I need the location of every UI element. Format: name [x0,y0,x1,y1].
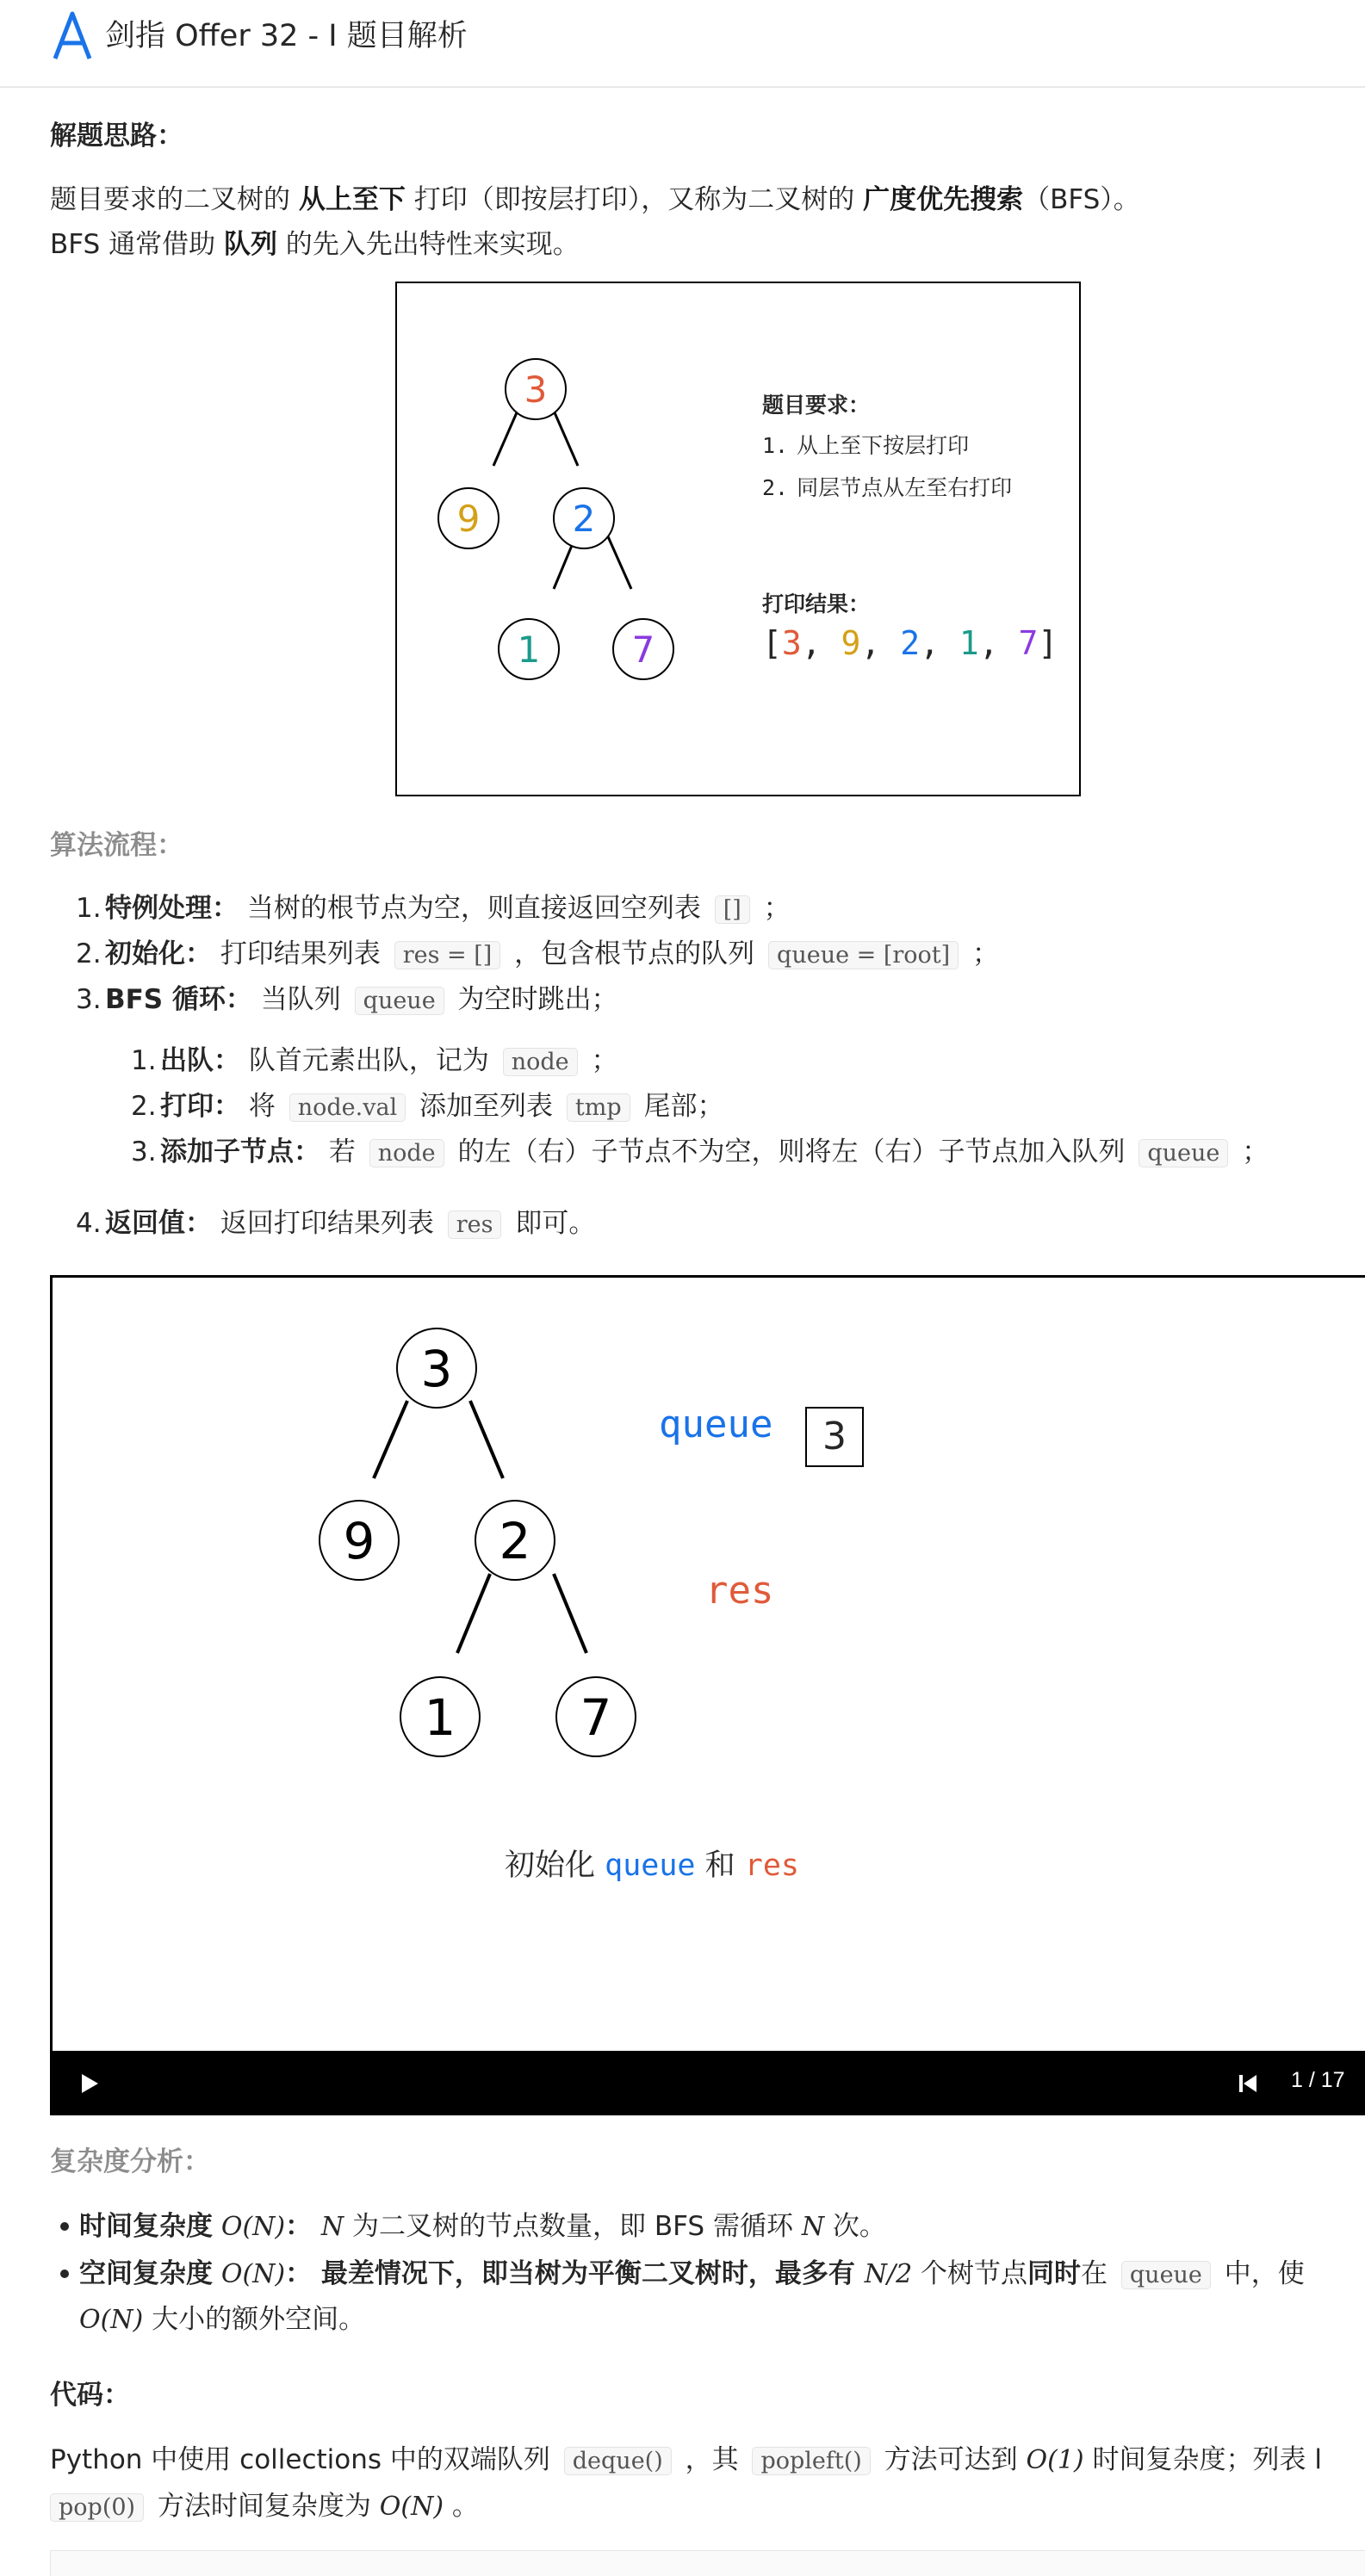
text: 即可。 [506,1208,596,1239]
result-value: 3 [781,624,802,662]
result-value: 7 [1018,624,1039,662]
code-text: res [744,1848,799,1883]
bold-text: ： 最差情况下，即当树为平衡二叉树时，最多有 [285,2258,865,2289]
tree-node-label: 7 [580,1687,612,1747]
text: 添加至列表 [411,1091,562,1122]
text: 个树节点 [912,2258,1028,2289]
text: ； [964,938,1000,969]
bold-text: 时间复杂度 [79,2211,213,2242]
text: ，包含根节点的队列 [506,938,764,969]
list-item [76,932,999,977]
text: 的先入先出特性来实现。 [276,229,580,260]
text: 在 [1081,2258,1116,2289]
play-icon[interactable] [71,2066,106,2101]
inline-code: node [369,1139,444,1167]
separator: , [978,624,1019,662]
tree-edge [470,1401,503,1478]
queue-item: 3 [805,1407,864,1467]
bold-text: 特例处理： [105,893,239,924]
text: 打印结果列表 [212,938,389,969]
tree-nodes [438,359,673,679]
skip-previous-icon[interactable] [1231,2066,1265,2101]
inline-code: pop(0) [50,2493,144,2522]
text: 方法时间复杂度为 [149,2491,380,2522]
tree-edges [493,397,631,589]
list-number: 1. [131,1045,157,1076]
tree-node-label: 3 [524,368,548,412]
bfs-requirement-figure [395,282,1081,796]
math: O(N) [220,2259,286,2289]
list-item [76,887,791,932]
slide-tree-svg [53,1278,1365,2051]
requirement-text: 同层节点从左至右打印 [797,475,1013,500]
print-result-list [762,624,1058,662]
requirement-text: 从上至下按层打印 [797,433,970,458]
requirement-number: 1. [762,433,789,458]
figure-tree-svg [397,283,1083,798]
section-heading-algorithm: 算法流程： [50,830,183,861]
text: 尾部； [635,1091,724,1122]
text: 当队列 [251,984,350,1015]
result-value: 1 [959,624,979,662]
inline-code: deque() [564,2447,672,2475]
math: N/2 [864,2259,913,2289]
text: ； [754,893,791,924]
tree-nodes [320,1328,636,1756]
intro-paragraph-1 [50,178,1140,221]
code-intro-paragraph-2 [50,2485,479,2530]
section-heading-approach: 解题思路： [50,121,183,152]
text: 大小的额外空间。 [143,2304,366,2335]
math: O(N) [379,2492,444,2522]
text: 若 [320,1136,364,1167]
text: 方法可达到 [875,2444,1027,2475]
text: 题目要求的二叉树的 [50,184,299,215]
code-block [50,2550,1365,2576]
sub-list-item [131,1085,724,1130]
sub-list-item [131,1039,618,1084]
slide-counter: 1 / 17 [1291,2068,1345,2092]
requirements-title: 题目要求： [762,393,871,418]
result-value: 2 [900,624,921,662]
text: 中，使 [1215,2258,1305,2289]
text: 。 [444,2491,479,2522]
separator: , [801,624,841,662]
tree-node-label: 1 [424,1687,456,1747]
result-value: 9 [841,624,861,662]
text: 初始化 [505,1848,605,1883]
code-text: queue [605,1848,696,1883]
bullet-dot [60,2222,69,2231]
bold-text: 出队： [160,1045,240,1076]
text: 当树的根节点为空，则直接返回空列表 [239,893,710,924]
text: 将 [240,1091,284,1122]
math: O(1) [1026,2445,1084,2475]
bold-text: 返回值： [105,1208,212,1239]
bold-text: 打印： [160,1091,240,1122]
bullet-item-space [79,2252,1305,2297]
tree-edge [374,1401,407,1478]
list-number: 2. [131,1091,157,1122]
requirement-item [762,471,1012,502]
list-number: 1. [76,893,102,924]
text: 为二叉树的节点数量，即 BFS 需循环 [344,2211,802,2242]
text: 时间复杂度；列表 l [1083,2444,1322,2475]
tree-edge [554,1574,586,1653]
text: 的左（右）子节点不为空，则将左（右）子节点加入队列 [449,1136,1134,1167]
tree-node-label: 2 [572,498,596,541]
text: Python 中使用 collections 中的双端队列 [50,2444,559,2475]
text: 为空时跳出； [449,984,618,1015]
section-heading-complexity: 复杂度分析： [50,2146,210,2177]
bullet-item-time [79,2205,886,2249]
bold-text: 从上至下 [298,184,406,215]
list-number: 3. [76,984,102,1015]
slide-caption [505,1842,799,1885]
list-item [76,1202,595,1247]
bullet-item-space-continued [79,2298,365,2342]
tree-node-label: 9 [456,498,481,541]
bold-text: 广度优先搜索 [863,184,1024,215]
bold-text: 队列 [223,229,277,260]
text: ； [582,1045,618,1076]
inline-code: tmp [567,1093,630,1122]
math: O(N) [220,2212,286,2242]
inline-code: popleft() [752,2447,870,2475]
letter-a-logo-icon [52,9,93,64]
res-label: res [705,1569,774,1613]
queue-label: queue [659,1403,773,1446]
bold-text: 添加子节点： [160,1136,320,1167]
list-number: 4. [76,1208,102,1239]
article-header [0,0,1365,88]
inline-code: res = [] [394,941,501,969]
inline-code: queue [355,987,444,1015]
list-item [76,978,618,1023]
code-intro-paragraph-1 [50,2438,1322,2483]
inline-code: queue [1121,2261,1211,2289]
text: （BFS）。 [1023,184,1140,215]
bold-text: BFS 循环： [105,984,252,1015]
inline-code: node [503,1048,578,1076]
math: N [801,2212,825,2242]
inline-code: res [448,1211,502,1239]
requirement-number: 2. [762,475,789,500]
page-title: 剑指 Offer 32 - I 题目解析 [105,19,468,53]
math: O(N) [79,2305,144,2335]
separator: , [860,624,901,662]
bold-text: 空间复杂度 [79,2258,213,2289]
tree-node-label: 1 [517,629,541,672]
sub-list-item [131,1130,1269,1175]
text: 打印（即按层打印），又称为二叉树的 [405,184,864,215]
bracket: ] [1038,624,1058,662]
text: BFS 通常借助 [50,229,224,260]
bold-text: 同时 [1027,2258,1082,2289]
tree-node-label: 2 [499,1511,531,1570]
text: 和 [695,1848,745,1883]
bold-text: ： [285,2211,321,2242]
requirement-item [762,429,969,460]
text: 次。 [824,2211,886,2242]
text: ，其 [676,2444,748,2475]
inline-code: queue = [root] [768,941,959,969]
inline-code: node.val [289,1093,406,1122]
tree-node-label: 9 [343,1511,375,1570]
list-number: 2. [76,938,102,969]
intro-paragraph-2 [50,223,580,266]
inline-code: [] [715,895,750,924]
text: ； [1233,1136,1269,1167]
tree-node-label: 3 [420,1339,453,1398]
inline-code: queue [1139,1139,1228,1167]
math: N [320,2212,344,2242]
text: 队首元素出队，记为 [240,1045,498,1076]
list-number: 3. [131,1136,157,1167]
player-controls [53,2051,1365,2115]
animation-player[interactable] [50,1275,1365,2115]
separator: , [920,624,959,662]
bullet-dot [60,2269,69,2278]
result-title: 打印结果： [762,591,871,616]
section-heading-code: 代码： [50,2380,130,2411]
tree-node-label: 7 [631,629,655,672]
text: 返回打印结果列表 [212,1208,443,1239]
bracket: [ [762,624,782,662]
tree-edge [457,1574,490,1653]
bold-text: 初始化： [105,938,212,969]
